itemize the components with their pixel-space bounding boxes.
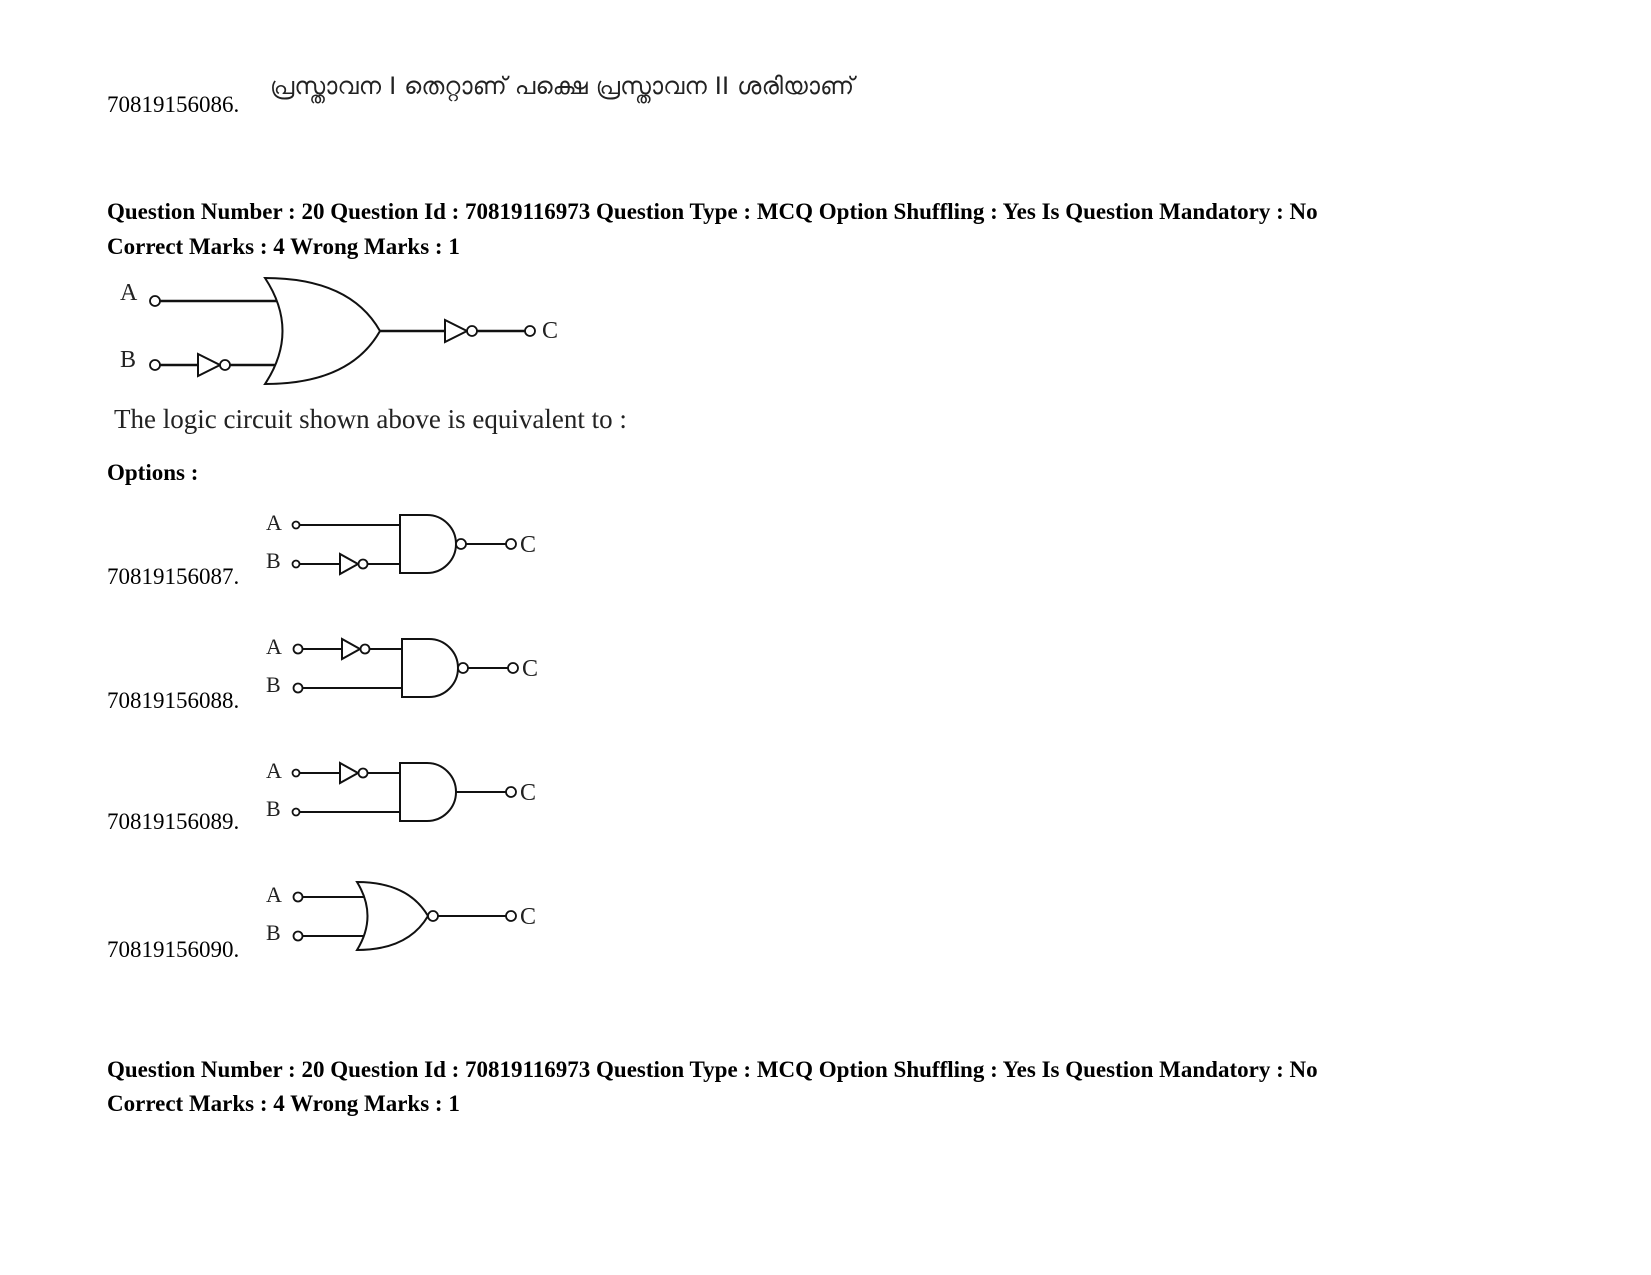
option-label-a: A (266, 882, 282, 907)
option-number: 70819156090. (107, 937, 240, 962)
circuit-label-c: C (542, 318, 559, 344)
option-text-malayalam: പ്രസ്താവന I തെറ്റാണ് പക്ഷെ പ്രസ്താവന II ശരിയാണ് (270, 72, 855, 100)
and-gate (400, 763, 456, 821)
circuit-label-a: A (120, 280, 138, 306)
question-circuit-diagram (110, 270, 590, 390)
not-gate-output (445, 320, 467, 342)
option-label-b: B (266, 548, 281, 573)
option-number: 70819156086. (107, 92, 240, 117)
option-label-c: C (520, 532, 537, 558)
question-meta-line2: Correct Marks : 4 Wrong Marks : 1 (107, 1091, 460, 1116)
option-number: 70819156089. (107, 809, 240, 834)
option-label-c: C (520, 780, 537, 806)
question-meta-line1: Question Number : 20 Question Id : 70819116973 Question Type : MCQ Option Shuffling : Yes Is Question Mandatory : No (107, 199, 1318, 224)
nor-gate (357, 882, 428, 950)
option-circuit[interactable] (260, 508, 560, 588)
option-label-a: A (266, 510, 282, 535)
nand-gate (402, 639, 458, 697)
nand-gate (400, 515, 456, 573)
circuit-label-b: B (120, 347, 137, 373)
not-gate-b (198, 354, 220, 376)
option-circuit[interactable] (260, 880, 560, 960)
question-stem: The logic circuit shown above is equivalent to : (114, 404, 627, 434)
option-number: 70819156087. (107, 564, 240, 589)
option-label-c: C (522, 656, 539, 682)
option-label-a: A (266, 758, 282, 783)
option-label-b: B (266, 796, 281, 821)
question-meta-line2: Correct Marks : 4 Wrong Marks : 1 (107, 234, 460, 259)
option-number: 70819156088. (107, 688, 240, 713)
question-meta-line1: Question Number : 20 Question Id : 70819116973 Question Type : MCQ Option Shuffling : Yes Is Question Mandatory : No (107, 1057, 1318, 1082)
option-label-a: A (266, 634, 282, 659)
or-gate (265, 278, 380, 384)
option-circuit[interactable] (260, 632, 560, 712)
option-label-b: B (266, 672, 281, 697)
option-label-b: B (266, 920, 281, 945)
option-circuit[interactable] (260, 756, 560, 836)
option-label-c: C (520, 904, 537, 930)
options-label: Options : (107, 460, 199, 485)
